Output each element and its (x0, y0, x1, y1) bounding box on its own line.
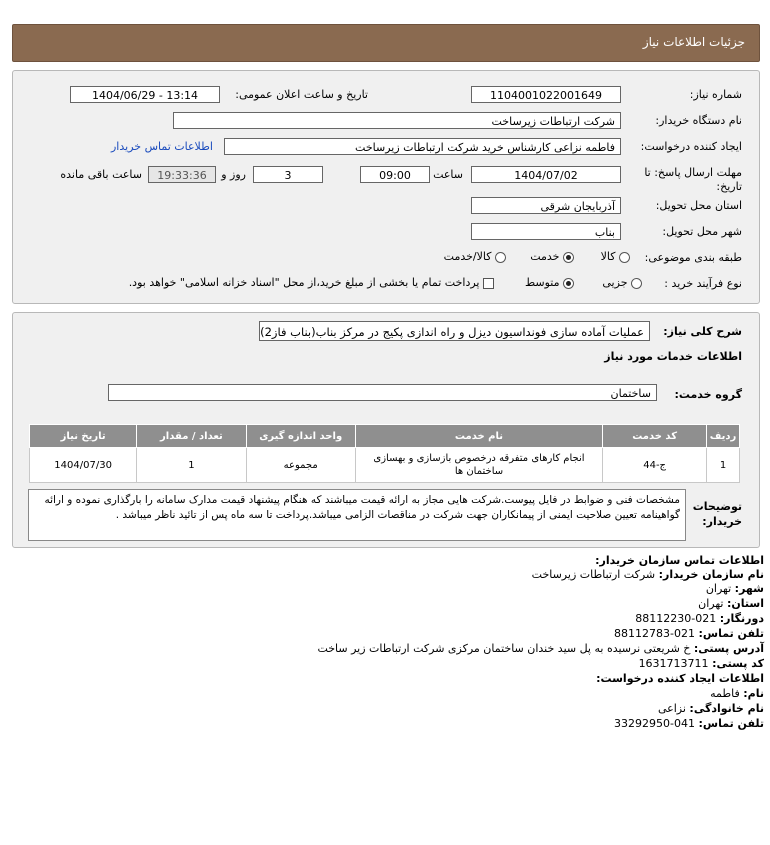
service-group-label: گروه خدمت: (674, 388, 742, 401)
col-unit: واحد اندازه گیری (246, 425, 355, 448)
days-field: 3 (253, 166, 323, 183)
category-both-option[interactable] (444, 250, 506, 263)
creator-name-line (710, 687, 764, 700)
remaining-time-field: 19:33:36 (148, 166, 216, 183)
cell-need-date: 1404/07/30 (30, 448, 137, 483)
col-service-code: کد خدمت (603, 425, 707, 448)
cell-service-name: انجام کارهای متفرقه درخصوص بازسازی و بهسازی ساختمان ها (355, 448, 602, 483)
deadline-date-field: 1404/07/02 (471, 166, 621, 183)
notes-label: توضیحات خریدار: (692, 500, 742, 528)
announce-field: 1404/06/29 - 13:14 (70, 86, 220, 103)
days-label: روز و (221, 168, 246, 181)
services-table (29, 424, 740, 483)
need-number-label: شماره نیاز: (689, 88, 742, 101)
process-small-text: جزیی (602, 276, 628, 289)
category-service-text: خدمت (530, 250, 560, 263)
fax-line (635, 612, 764, 625)
contact-city-label: شهر: (734, 582, 764, 595)
contact-city-value: تهران (705, 582, 732, 595)
contact-title: اطلاعات تماس سازمان خریدار: (595, 554, 764, 567)
contact-section (0, 554, 770, 754)
need-info-panel (12, 70, 760, 304)
buyer-label: نام دستگاه خریدار: (655, 114, 742, 127)
table-row (30, 448, 740, 483)
cell-row-number: 1 (707, 448, 740, 483)
creator-name-value: فاطمه (710, 687, 740, 700)
category-service-option[interactable] (530, 250, 574, 263)
col-quantity: تعداد / مقدار (137, 425, 246, 448)
col-row-number: ردیف (707, 425, 740, 448)
announce-label: تاریخ و ساعت اعلان عمومی: (235, 88, 368, 101)
contact-province-label: استان: (727, 597, 764, 610)
page-title: جزئیات اطلاعات نیاز (642, 35, 745, 49)
process-label: نوع فرآیند خرید : (664, 277, 742, 290)
treasury-payment-text: پرداخت تمام یا بخشی از مبلغ خرید،از محل "اسناد خزانه اسلامی" خواهد بود. (128, 276, 480, 289)
buyer-contact-link[interactable]: اطلاعات تماس خریدار (111, 140, 213, 153)
creator-label: ایجاد کننده درخواست: (640, 140, 742, 153)
creator-title: اطلاعات ایجاد کننده درخواست: (596, 672, 764, 685)
city-field: بناب (471, 223, 621, 240)
cell-quantity: 1 (137, 448, 246, 483)
category-goods-text: کالا (600, 250, 616, 263)
creator-family-value: نزاعی (658, 702, 686, 715)
deadline-label-date: تاریخ: (716, 180, 742, 193)
category-goods-radio[interactable] (619, 252, 630, 263)
creator-phone-line (614, 717, 764, 730)
summary-label: شرح کلی نیاز: (663, 325, 742, 338)
page-header (12, 24, 760, 62)
cell-service-code: ج-44 (603, 448, 707, 483)
postal-value: 1631713711 (638, 657, 709, 670)
creator-family-label: نام خانوادگی: (689, 702, 764, 715)
deadline-time-field: 09:00 (360, 166, 430, 183)
creator-name-label: نام: (743, 687, 764, 700)
phone-value: 021-88112783 (614, 627, 696, 640)
cell-unit: مجموعه (246, 448, 355, 483)
category-service-radio[interactable] (563, 252, 574, 263)
process-small-radio[interactable] (631, 278, 642, 289)
need-number-field: 1104001022001649 (471, 86, 621, 103)
postal-line (639, 657, 764, 670)
contact-city-line (706, 582, 764, 595)
category-label: طبقه بندی موضوعی: (644, 251, 742, 264)
phone-line (614, 627, 764, 640)
address-label: آدرس پستی: (693, 642, 764, 655)
org-value: شرکت ارتباطات زیرساخت (531, 568, 656, 581)
org-label: نام سازمان خریدار: (658, 568, 764, 581)
phone-label: تلفن تماس: (698, 627, 764, 640)
address-line (317, 642, 764, 655)
province-field: آذربایجان شرقی (471, 197, 621, 214)
summary-field: عملیات آماده سازی فونداسیون دیزل و راه اندازی پکیج در مرکز بناب(بناب فاز2) (259, 321, 650, 341)
contact-province-line (698, 597, 764, 610)
deadline-label: مهلت ارسال پاسخ: تا (644, 166, 742, 179)
province-label: استان محل تحویل: (655, 199, 742, 212)
fax-value: 021-88112230 (635, 612, 717, 625)
service-group-field: ساختمان (108, 384, 657, 401)
creator-phone-label: تلفن تماس: (698, 717, 764, 730)
remaining-label: ساعت باقی مانده (60, 168, 142, 181)
process-medium-radio[interactable] (563, 278, 574, 289)
creator-phone-value: 041-33292950 (614, 717, 696, 730)
city-label: شهر محل تحویل: (662, 225, 742, 238)
treasury-payment-option[interactable] (129, 276, 494, 289)
process-small-option[interactable] (602, 276, 642, 289)
category-goods-option[interactable] (601, 250, 630, 263)
org-line (532, 568, 764, 581)
process-medium-option[interactable] (525, 276, 574, 289)
category-both-text: کالا/خدمت (443, 250, 492, 263)
creator-family-line (658, 702, 764, 715)
category-both-radio[interactable] (495, 252, 506, 263)
buyer-field: شرکت ارتباطات زیرساخت (173, 112, 621, 129)
contact-province-value: تهران (698, 597, 724, 610)
deadline-time-label: ساعت (433, 168, 463, 181)
treasury-payment-checkbox[interactable] (483, 278, 494, 289)
notes-text: مشخصات فنی و ضوابط در فایل پیوست.شرکت هایی مجاز به ارائه قیمت میباشند که هنگام پیشنهاد قیمت مدارک سامانه را بارگذاری نموده و ارائه گواهینامه تعیین صلاحیت ایمنی از پیمانکاران جهت شرکت در مناقصات الزامی میباشد.پرداخت تا سه ماه پس از تائید ناظر میباشد . (28, 489, 686, 541)
postal-label: کد پستی: (712, 657, 764, 670)
services-title: اطلاعات خدمات مورد نیاز (604, 350, 742, 363)
col-service-name: نام خدمت (355, 425, 602, 448)
fax-label: دورنگار: (719, 612, 764, 625)
process-medium-text: متوسط (524, 276, 560, 289)
creator-field: فاطمه نزاعی کارشناس خرید شرکت ارتباطات زیرساخت (224, 138, 621, 155)
address-value: خ شریعتی نرسیده به پل سید خندان ساختمان مرکزی شرکت ارتباطات زیر ساخت (317, 642, 691, 655)
col-need-date: تاریخ نیاز (30, 425, 137, 448)
table-header-row (30, 425, 740, 448)
